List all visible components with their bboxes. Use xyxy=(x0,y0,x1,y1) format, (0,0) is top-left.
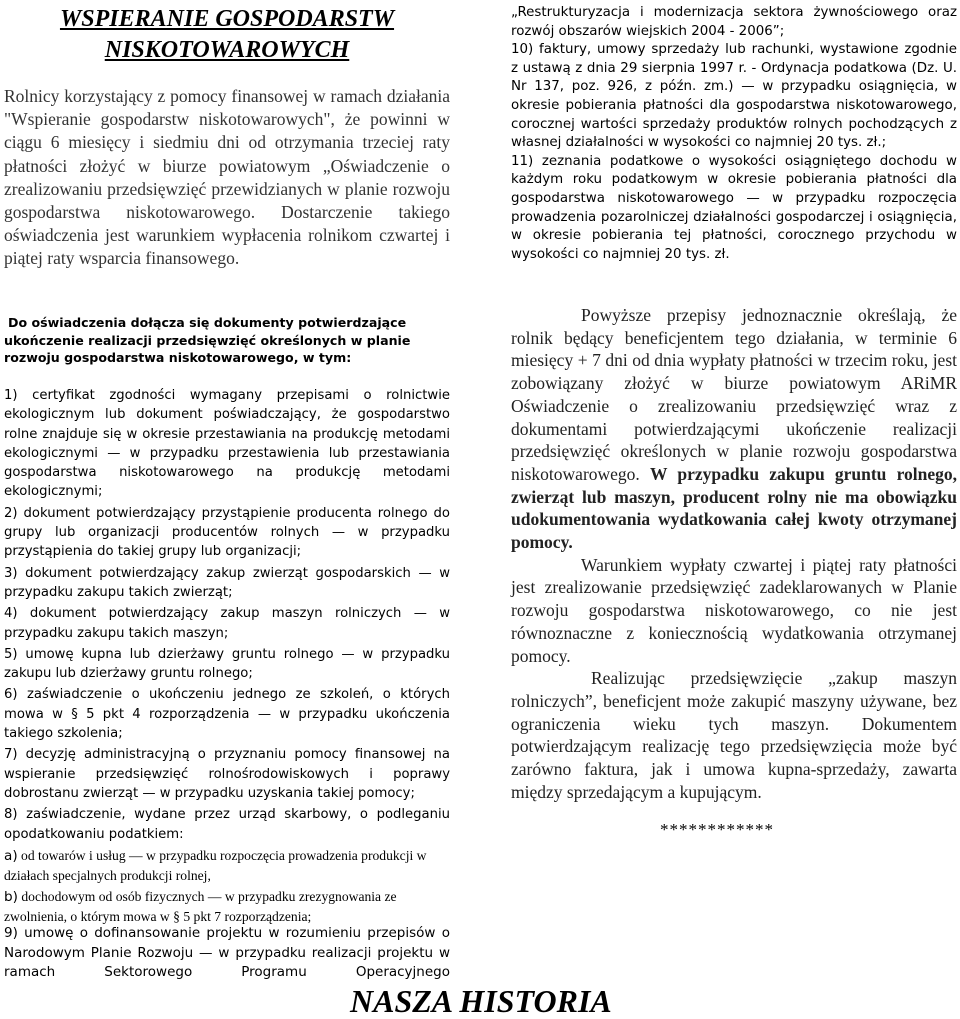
list-item-11: 11) zeznania podatkowe o wysokości osiągniętego dochodu w każdym roku podatkowym w okresie pobierania płatności dla gospodarstwa niskotowarowego — w przypadku rozpoczęcia prowadzenia pozarolniczej działalności gospodarczej i osiągnięcia, w okresie pobierania tej płatności, corocznego przychodu w wysokości co najmniej 20 tys. zł. xyxy=(511,153,957,262)
list-item-10: 10) faktury, umowy sprzedaży lub rachunki, wystawione zgodnie z ustawą z dnia 29 sierpnia 1997 r. - Ordynacja podatkowa (Dz. U. Nr 137, poz. 926, z późn. zm.) — w przypadku osiągnięcia, w okresie pobierania płatności dla gospodarstwa niskotowarowego, corocznej wartości sprzedaży produktów rolnych pochodzących z własnej działalności w wysokości co najmniej 20 tys. zł.; xyxy=(511,42,957,151)
list-item: 3) dokument potwierdzający zakup zwierząt gospodarskich — w przypadku zakupu takich zwierząt; xyxy=(4,565,450,600)
body-paragraph-1 xyxy=(511,304,957,554)
separator-stars: ************ xyxy=(660,820,774,839)
title-line-2: NISKOTOWAROWYCH xyxy=(104,37,350,63)
list-item-9: 9) umowę o dofinansowanie projektu w rozumieniu przepisów o Narodowym Planie Rozwoju — w przypadku realizacji projektu w ramach Sektorowego Programu Operacyjnego xyxy=(4,925,450,981)
list-item: 5) umowę kupna lub dzierżawy gruntu rolnego — w przypadku zakupu lub dzierżawy gruntu rolnego; xyxy=(4,646,450,682)
intro-paragraph: Rolnicy korzystający z pomocy finansowej w ramach działania "Wspieranie gospodarstw niskotowarowych", że powinni w ciągu 6 miesięcy i siedmiu dni od otrzymania trzeciej raty płatności złożyć w biurze powiatowym „Oświadczenie o zrealizowaniu przedsięwzięć przewidzianych w planie rozwoju gospodarstwa niskotowarowego. Dostarczenie takiego oświadczenia jest warunkiem wypłacenia rolnikom czwartej i piątej raty wsparcia finansowego. xyxy=(4,86,450,269)
list-subitem-a xyxy=(4,846,450,885)
list-item: 7) decyzję administracyjną o przyznaniu pomocy finansowej na wspieranie przedsięwzięć rolnośrodowiskowych i poprawy dobrostanu zwierząt — w przypadku uzyskania takiej pomocy; xyxy=(4,747,450,801)
list-item: 1) certyfikat zgodności wymagany przepisami o rolnictwie ekologicznym lub dokument poświadczający, że gospodarstwo rolne znajduje się w okresie przestawiania na produkcję metodami ekologicznymi — w przypadku przestawienia lub przestawiania gospodarstwa niskotowarowego na produkcję metodami ekologicznymi; xyxy=(4,388,450,500)
documents-list xyxy=(4,386,450,928)
right-body xyxy=(511,304,957,803)
subitem-text: dochodowym od osób fizycznych — w przypadku zrezygnowania ze zwolnienia, o którym mowa w § 5 pkt 7 rozporządzenia; xyxy=(4,888,397,924)
list-item: 8) zaświadczenie, wydane przez urząd skarbowy, o podleganiu opodatkowaniu podatkiem: xyxy=(4,807,450,842)
list-subitem-b xyxy=(4,887,450,926)
subitem-marker: a) xyxy=(4,847,18,864)
list-item: 2) dokument potwierdzający przystąpienie producenta rolnego do grupy lub organizacji producentów rolnych — w przypadku przystąpienia do takiej grupy lub organizacji; xyxy=(4,505,450,560)
subitem-marker: b) xyxy=(4,888,18,905)
subitem-text: od towarów i usług — w przypadku rozpoczęcia prowadzenia produkcji w działach specjalnych produkcji rolnej, xyxy=(4,847,427,883)
continuation-quote: „Restrukturyzacja i modernizacja sektora żywnościowego oraz rozwój obszarów wiejskich 2004 - 2006”; xyxy=(511,5,957,39)
body-paragraph-3: Realizując przedsięwzięcie „zakup maszyn rolniczych”, beneficjent może zakupić maszyny używane, bez ograniczenia wieku tych maszyn. Dokumentem potwierdzającym realizację tego przedsięwzięcia może być zarówno faktura, jak i umowa kupna-sprzedaży, zawarta między sprzedającym a kupującym. xyxy=(511,668,957,802)
body-paragraph-2: Warunkiem wypłaty czwartej i piątej raty płatności jest zrealizowanie przedsięwzięć zadeklarowanych w Planie rozwoju gospodarstwa niskotowarowego, co nie jest równoznaczne z koniecznością wydatkowania otrzymanej pomocy. xyxy=(511,554,957,666)
right-list-continuation xyxy=(511,4,957,264)
section-heading-history: NASZA HISTORIA xyxy=(350,983,612,1019)
title-line-1: WSPIERANIE GOSPODARSTW xyxy=(59,6,395,32)
list-item: 6) zaświadczenie o ukończeniu jednego ze szkoleń, o których mowa w § 5 pkt 4 rozporządzenia — w przypadku ukończenia takiego szkolenia; xyxy=(4,687,450,742)
article-title xyxy=(4,4,450,66)
list-item: 4) dokument potwierdzający zakup maszyn rolniczych — w przypadku zakupu takich maszyn; xyxy=(4,606,450,641)
documents-heading: Do oświadczenia dołącza się dokumenty potwierdzające ukończenie realizacji przedsięwzięć określonych w planie rozwoju gospodarstwa niskotowarowego, w tym: xyxy=(4,315,411,365)
paragraph-text: Powyższe przepisy jednoznacznie określają, że rolnik będący beneficjentem tego działania, w terminie 6 miesięcy + 7 dni od dnia wypłaty płatności w trzecim roku, jest zobowiązany złożyć w biurze powiatowym ARiMR Oświadczenie o zrealizowaniu przedsięwzięć wraz z dokumentami potwierdzającymi ukończenie realizacji przedsięwzięć określonych w planie rozwoju gospodarstwa niskotowarowego. xyxy=(511,305,957,484)
paragraph-bold-text: W przypadku zakupu gruntu rolnego, zwierząt lub maszyn, producent rolny nie ma obowiązku udokumentowania wydatkowania całej kwoty otrzymanej pomocy. xyxy=(511,463,958,553)
